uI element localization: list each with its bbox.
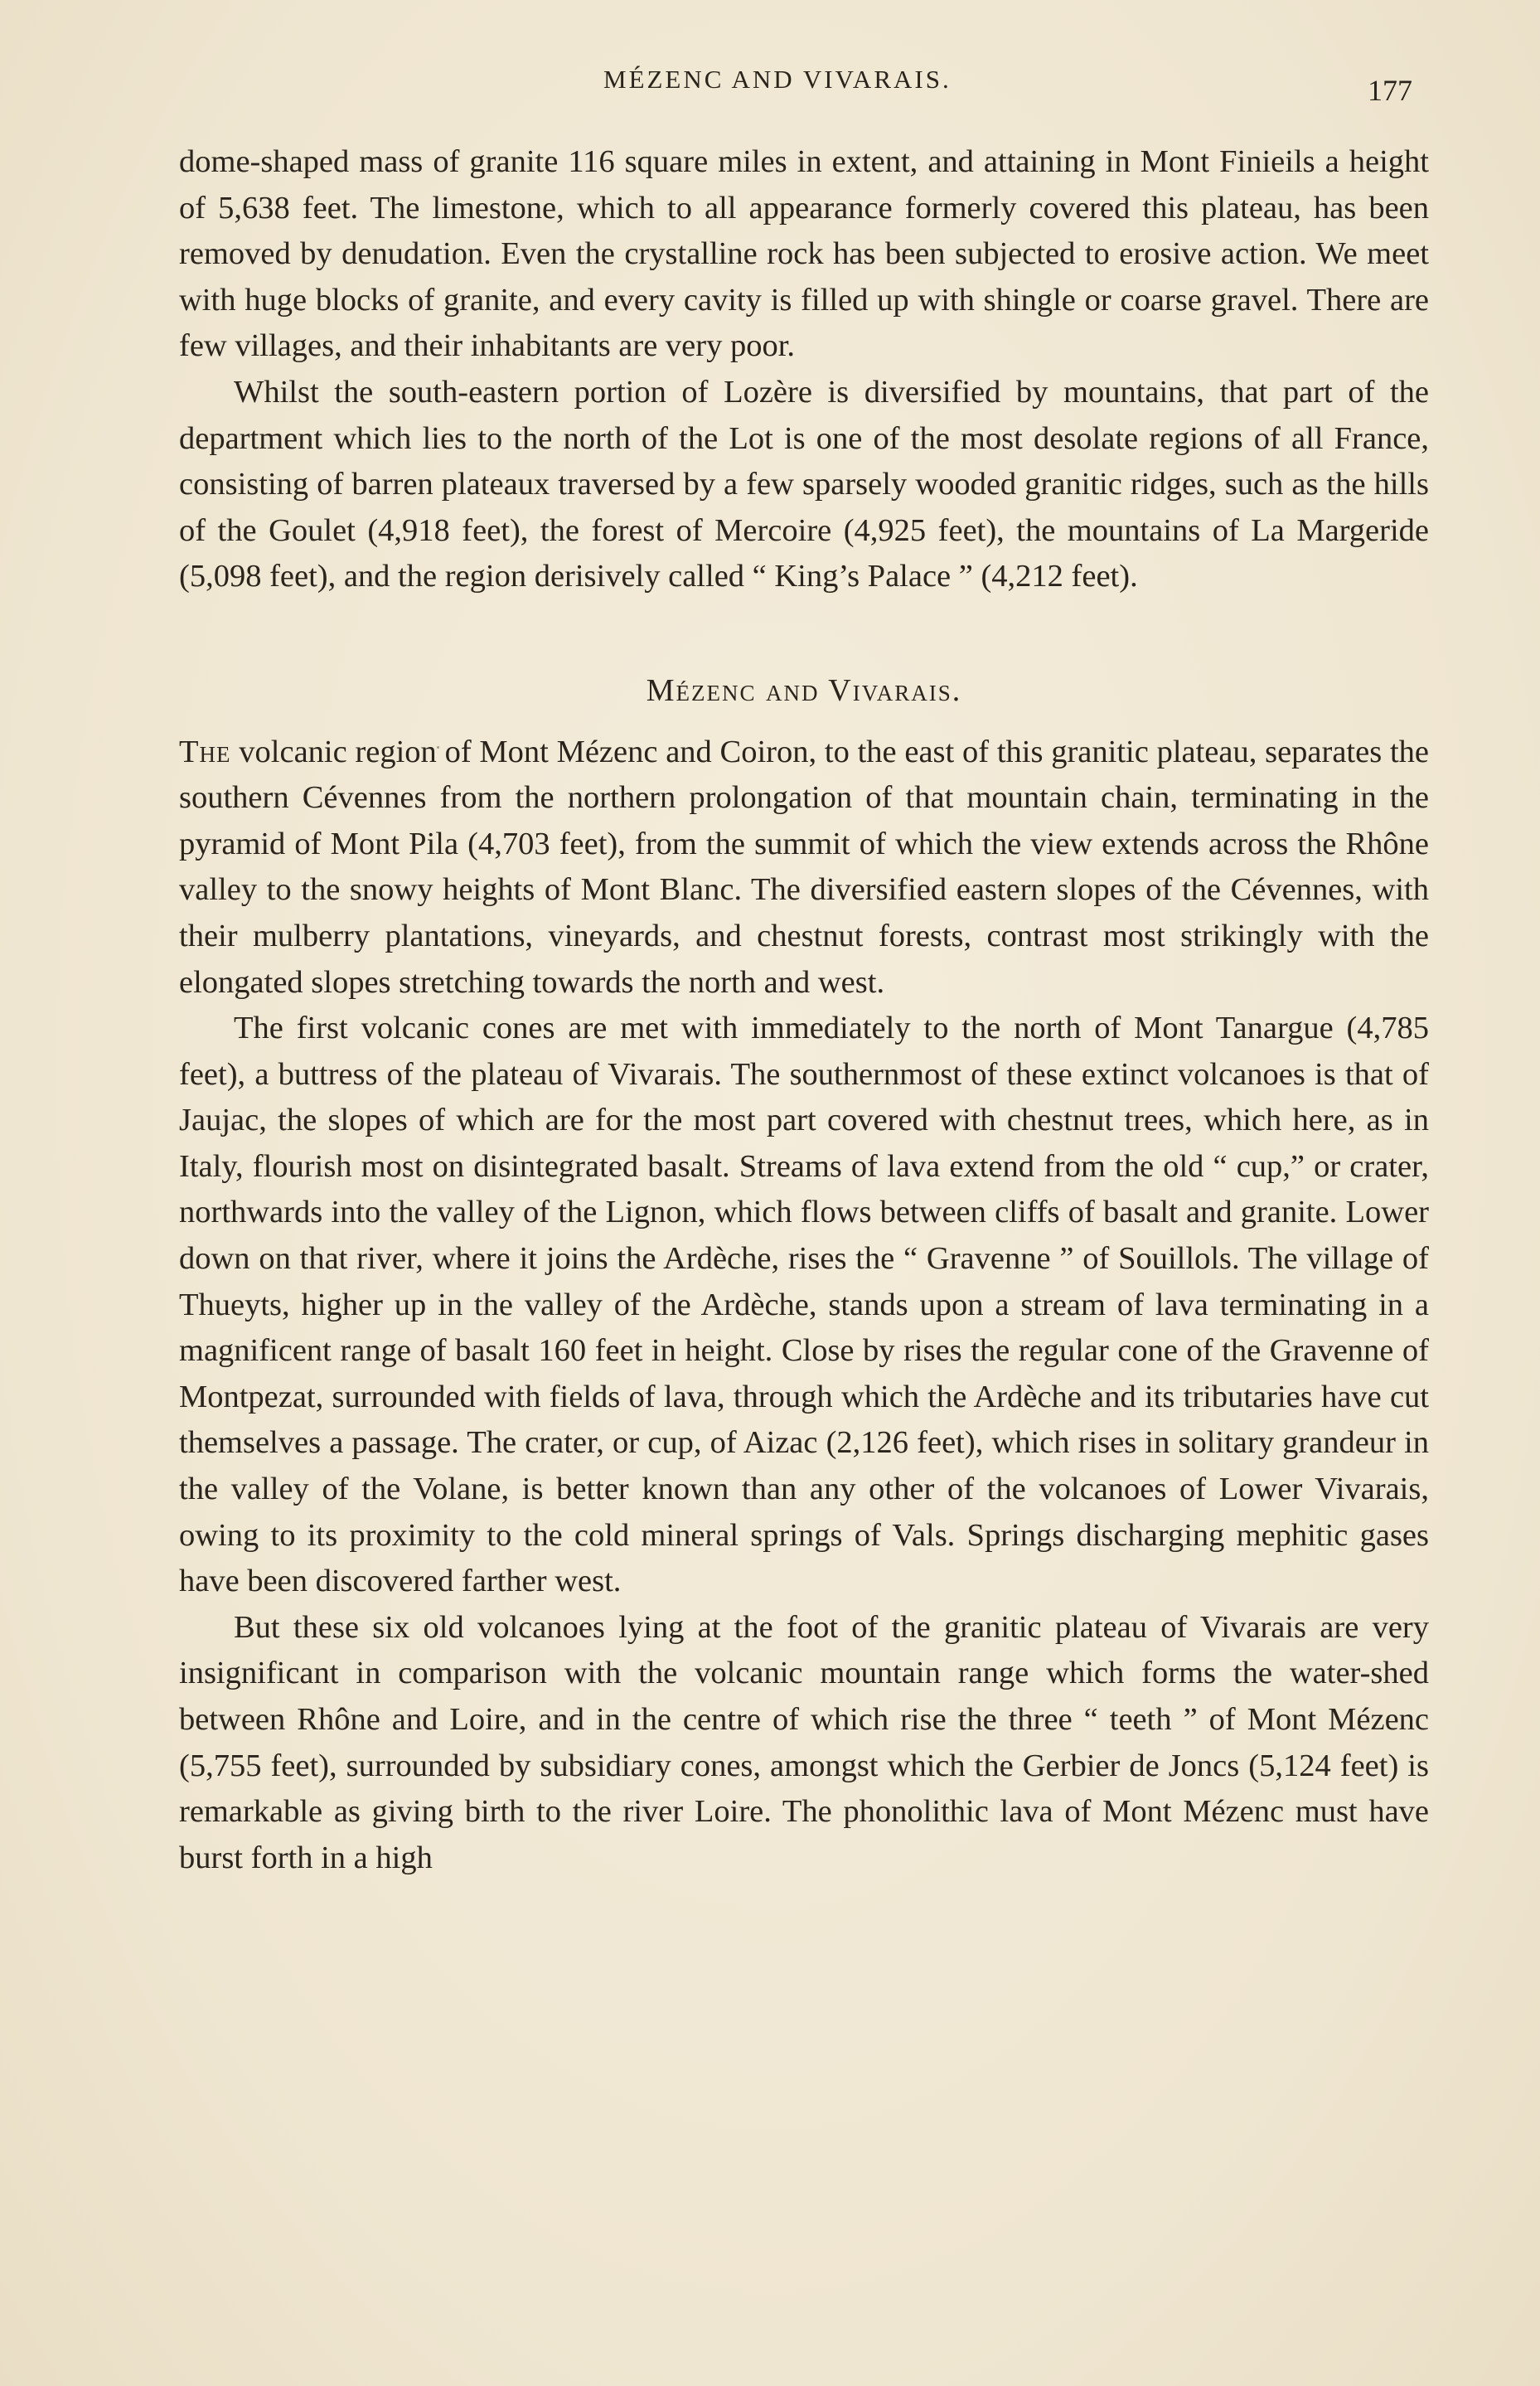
- page-number: 177: [1368, 74, 1412, 107]
- paragraph-lozere: Whilst the south-eastern portion of Lozère is diversified by mountains, that part of the department which lies to the north of the Lot is one of the most desolate regions of all France, consisting of barren plateaux traversed by a few sparsely wooded granitic ridges, such as the hills of the Goulet (4,918 feet), the forest of Mercoire (4,925 feet), the mountains of La Margeride (5,098 feet), and the region derisively called “ King’s Palace ” (4,212 feet).: [179, 374, 1429, 594]
- paragraph-continuation: dome-shaped mass of granite 116 square miles in extent, and attaining in Mont Finieils a height of 5,638 feet. The limestone, which to all appearance formerly covered this plateau, has been removed by denudation. Even the crystalline rock has been subjected to erosive action. We meet with huge blocks of granite, and every cavity is filled up with shingle or coarse gravel. There are few villages, and their inhabitants are very poor.: [179, 144, 1429, 364]
- paragraph-first-cones: The first volcanic cones are met with immediately to the north of Mont Tanargue (4,785 feet), a buttress of the plateau of Vivarais. The southernmost of these extinct volcanoes is that of Jaujac, the slopes of which are for the most part covered with chestnut trees, which here, as in Italy, flourish most on disintegrated basalt. Streams of lava extend from the old “ cup,” or crater, northwards into the valley of the Lignon, which flows between cliffs of basalt and granite. Lower down on that river, where it joins the Ardèche, rises the “ Gravenne ” of Souillols. The village of Thueyts, higher up in the valley of the Ardèche, stands upon a stream of lava terminating in a magnificent range of basalt 160 feet in height. Close by rises the regular cone of the Gravenne of Montpezat, surrounded with fields of lava, through which the Ardèche and its tributaries have cut themselves a passage. The crater, or cup, of Aizac (2,126 feet), which rises in solitary grandeur in the valley of the Volane, is better known than any other of the volcanoes of Lower Vivarais, owing to its proximity to the cold mineral springs of Vals. Springs discharging mephitic gases have been discovered farther west.: [179, 1011, 1429, 1599]
- paragraph-volcanic-region: [179, 730, 1429, 1006]
- paragraph-volcanic-region-text: volcanic region of Mont Mézenc and Coiron, to the east of this granitic plateau, separates the southern Cévennes from the northern prolongation of that mountain chain, terminating in the pyramid of Mont Pila (4,703 feet), from the summit of which the view extends across the Rhône valley to the snowy heights of Mont Blanc. The diversified eastern slopes of the Cévennes, with their mulberry plantations, vineyards, and chestnut forests, contrast most strikingly with the elongated slopes stretching towards the north and west.: [179, 734, 1429, 1000]
- paragraph-six-volcanoes: But these six old volcanoes lying at the foot of the granitic plateau of Vivarais are very insignificant in comparison with the volcanic mountain range which forms the water-shed between Rhône and Loire, and in the centre of which rise the three “ teeth ” of Mont Mézenc (5,755 feet), surrounded by subsidiary cones, amongst which the Gerbier de Joncs (5,124 feet) is remarkable as giving birth to the river Loire. The phonolithic lava of Mont Mézenc must have burst forth in a high: [179, 1609, 1429, 1875]
- lead-word: The: [179, 734, 231, 769]
- running-title: MÉZENC AND VIVARAIS.: [603, 65, 952, 94]
- section-heading: Mézenc and Vivarais.: [646, 672, 962, 708]
- body-text: [179, 139, 1429, 1881]
- running-head: [0, 65, 1540, 114]
